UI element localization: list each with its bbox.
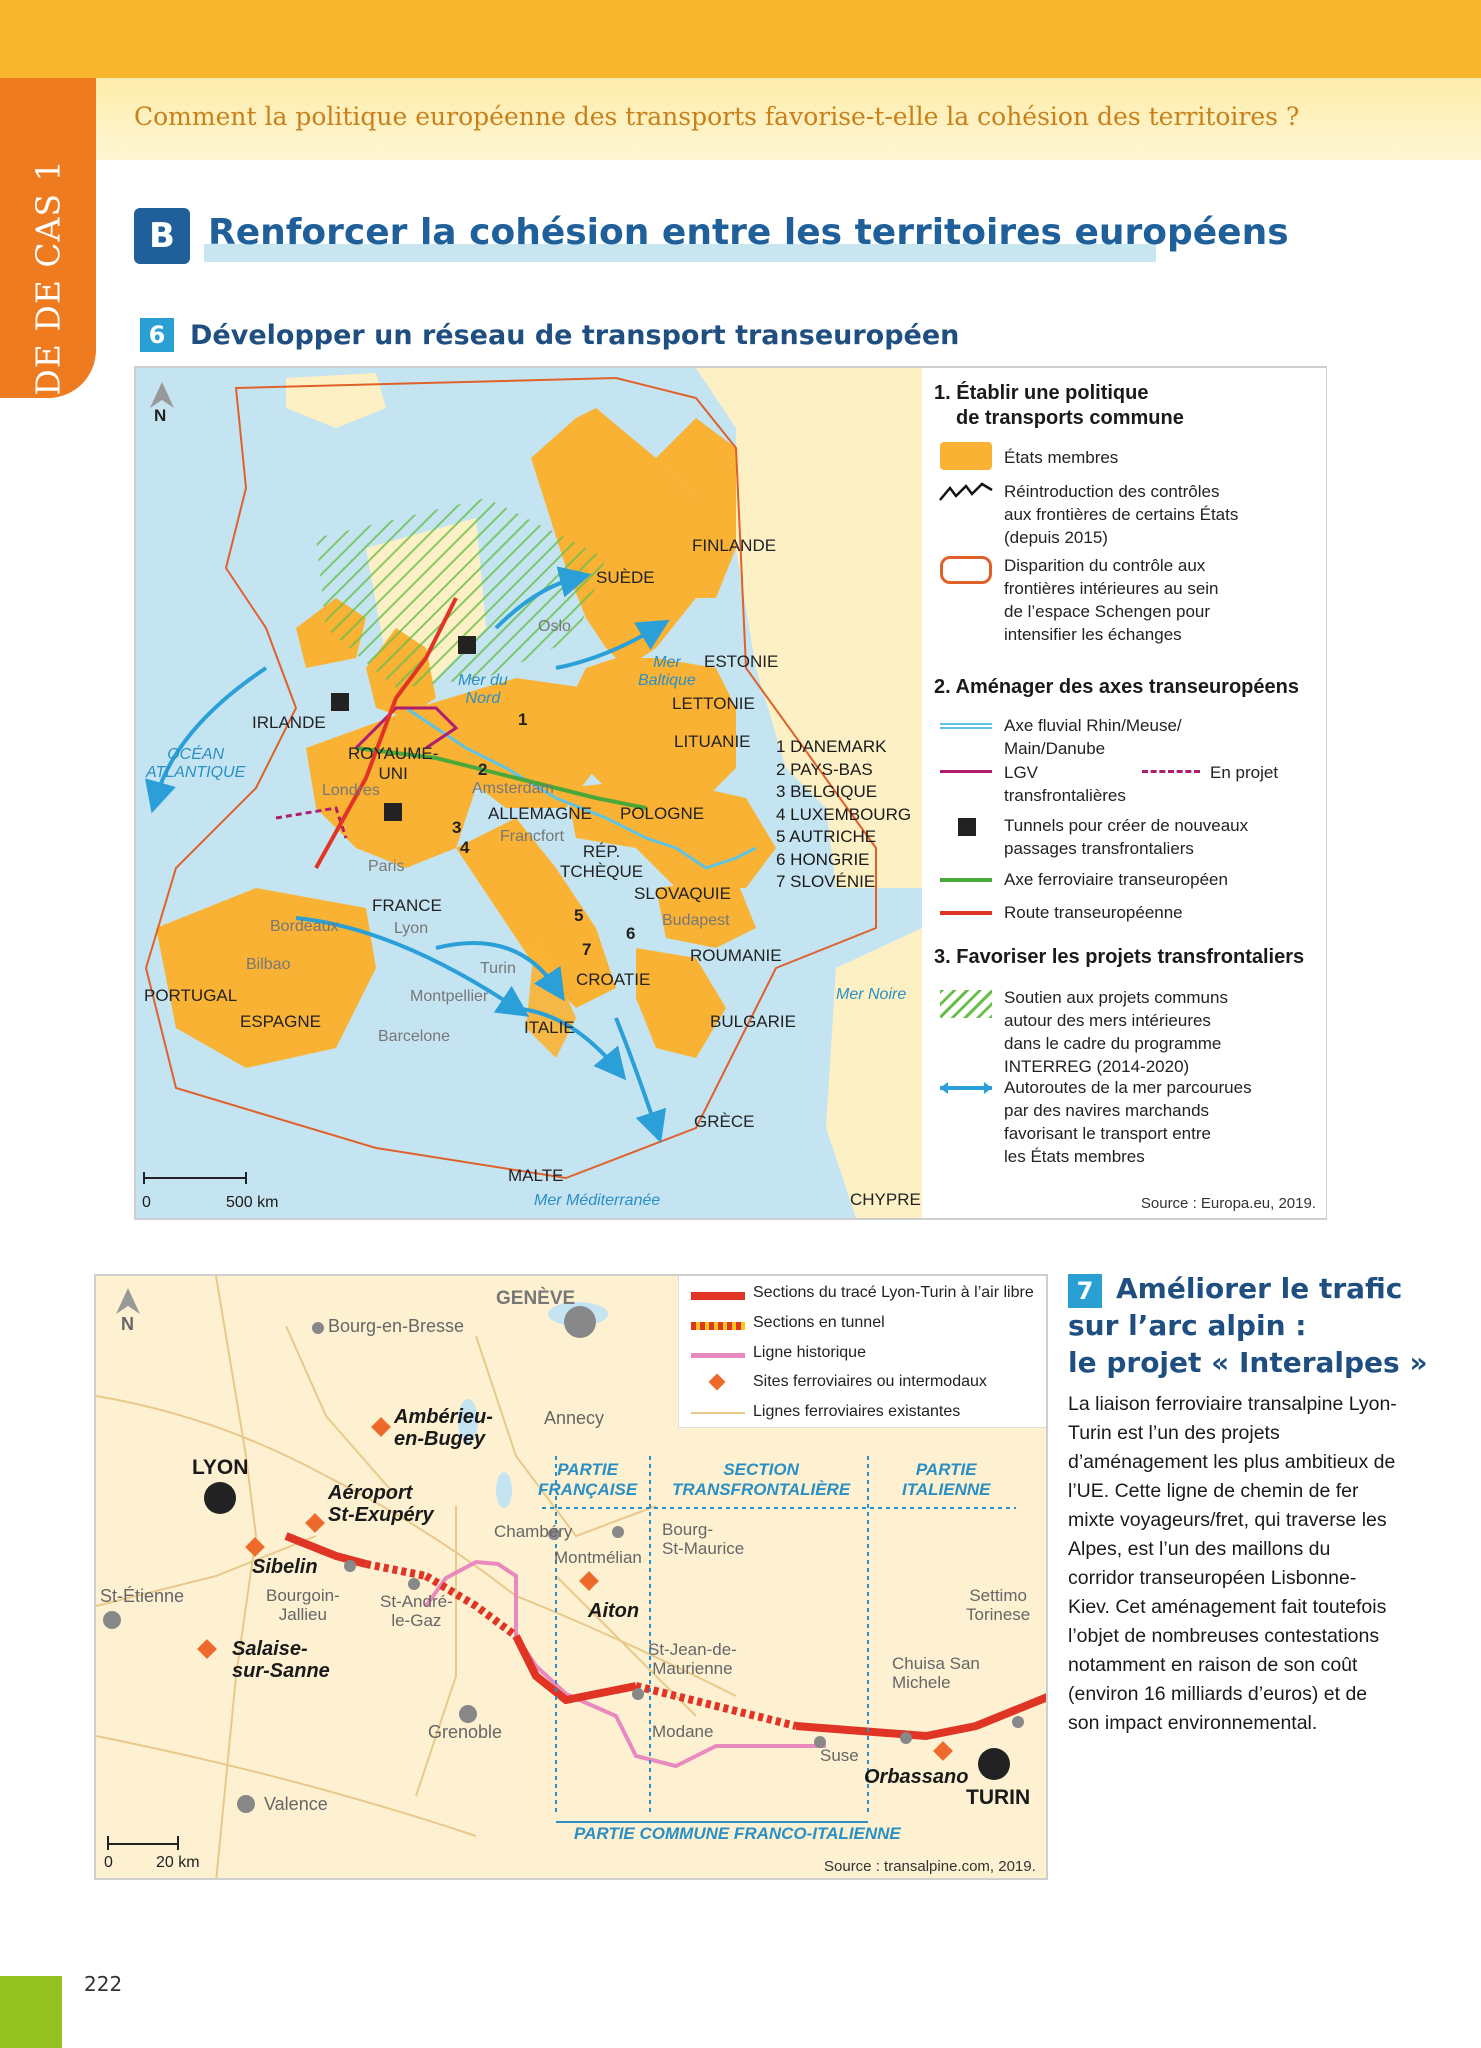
legend-item: Soutien aux projets communs autour des mers intérieures dans le cadre du programme INTERREG (2014-2020) [1004, 988, 1228, 1076]
map-number: 7 [582, 940, 592, 959]
country-label: IRLANDE [252, 713, 326, 732]
case-study-tab [0, 78, 96, 473]
country-label: SLOVAQUIE [634, 884, 731, 903]
country-label: BULGARIE [710, 1012, 796, 1031]
case-study-label: ÉTUDE DE CAS 1 [28, 159, 68, 473]
legend-item: Route transeuropéenne [1004, 903, 1183, 922]
europe-transport-map [134, 366, 1327, 1220]
site-label: Aéroport St-Exupéry [328, 1482, 434, 1526]
town-label: St-André- le-Gaz [380, 1592, 453, 1630]
country-label: FRANCE [372, 896, 442, 915]
city-label: Amsterdam [472, 780, 554, 797]
town-label: Bourgoin- Jallieu [266, 1586, 340, 1624]
footer-bar [0, 1976, 62, 2048]
legend-item: Sites ferroviaires ou intermodaux [753, 1373, 987, 1390]
schengen-swatch [940, 556, 992, 584]
city-label: TURIN [966, 1786, 1031, 1809]
road-swatch [940, 911, 992, 915]
fluvial-swatch [940, 723, 992, 729]
scale-label: 20 km [156, 1854, 200, 1871]
city-label: Barcelone [378, 1028, 451, 1045]
legend-heading: 1. Établir une politique [934, 382, 1149, 404]
scale-zero: 0 [104, 1854, 113, 1871]
scale-zero: 0 [142, 1194, 151, 1211]
tunnel-icon [958, 818, 976, 836]
city-label: Bilbao [246, 956, 291, 973]
country-label: ROUMANIE [690, 946, 782, 965]
city-label: Londres [322, 782, 380, 799]
country-label: ALLEMAGNE [488, 804, 592, 823]
map-number: 2 [478, 760, 488, 779]
town-label: St-Jean-de- Maurienne [648, 1640, 737, 1678]
doc6-number: 6 [140, 318, 174, 352]
legend-item: Lignes ferroviaires existantes [753, 1403, 961, 1420]
town-label: Chuisa San Michele [892, 1654, 980, 1692]
list-item: 7 SLOVÉNIE [776, 872, 876, 891]
legend-item: Disparition du contrôle aux frontières intérieures au sein de l’espace Schengen pour intensifier les échanges [1004, 556, 1219, 644]
site-label: Aiton [588, 1600, 640, 1622]
site-label: Salaise- sur-Sanne [232, 1638, 330, 1682]
list-item: 6 HONGRIE [776, 849, 870, 869]
sea-highway-arrow-icon [938, 1080, 994, 1096]
section-badge: B [134, 208, 190, 264]
town-label: Bourg-en-Bresse [328, 1316, 465, 1336]
city-label: LYON [192, 1456, 249, 1479]
country-label: ROYAUME- UNI [348, 744, 439, 783]
city-label: Oslo [538, 618, 571, 635]
member-swatch [940, 442, 992, 470]
country-label: SUÈDE [596, 568, 655, 587]
legend-item: En projet [1210, 763, 1279, 782]
country-label: MALTE [508, 1166, 564, 1185]
town-label: Grenoble [428, 1722, 503, 1742]
town-label: Valence [264, 1794, 328, 1814]
interreg-swatch [940, 990, 992, 1018]
site-icon [709, 1374, 726, 1391]
doc6-title: Développer un réseau de transport transeuropéen [190, 320, 960, 351]
map-source: Source : Europa.eu, 2019. [1140, 1195, 1316, 1212]
scale-label: 500 km [226, 1194, 279, 1211]
historic-line-swatch [691, 1353, 745, 1358]
header-band [0, 0, 1481, 78]
open-air-swatch [691, 1292, 745, 1300]
site-label: Ambérieu- en-Bugey [394, 1406, 493, 1450]
guiding-question: Comment la politique européenne des transports favorise-t-elle la cohésion des territoires ? [134, 102, 1300, 131]
country-label: CROATIE [576, 970, 651, 989]
city-label: Montpellier [410, 988, 489, 1005]
list-item: 5 AUTRICHE [776, 827, 877, 846]
north-label: N [154, 406, 167, 425]
legend-item: Sections du tracé Lyon-Turin à l’air libre [753, 1284, 1034, 1301]
list-item: 3 BELGIQUE [776, 782, 878, 801]
country-label: LITUANIE [674, 732, 751, 751]
list-item: 1 DANEMARK [776, 737, 887, 756]
list-item: 4 LUXEMBOURG [776, 804, 912, 824]
legend-item: Axe fluvial Rhin/Meuse/ Main/Danube [1004, 716, 1182, 758]
country-label: GRÈCE [694, 1112, 755, 1131]
sea-label: Mer Noire [836, 986, 907, 1003]
town-label: St-Étienne [100, 1586, 185, 1606]
site-label: Orbassano [864, 1766, 969, 1788]
legend-item: LGV transfrontalières [1004, 763, 1126, 805]
country-label: CHYPRE [850, 1190, 921, 1209]
town-label: Annecy [544, 1408, 605, 1428]
lgv-project-swatch [1142, 770, 1200, 773]
legend-item: États membres [1004, 448, 1119, 467]
city-label: Francfort [500, 828, 565, 845]
doc7-body: La liaison ferroviaire transalpine Lyon-Turin est l’un des projets d’aménagement les plus ambitieux de l’UE. Cette ligne de chemin de fer mixte voyageurs/fret, qui traverse les Alpes, est l’un des maillons du corridor transeuropéen Lisbonne-Kiev. Cet aménagement fait toutefois l’objet de nombreuses contestations notamment en raison de son coût (environ 16 milliards d’euros) et de son impact environnemental. [1068, 1393, 1397, 1734]
city-label: Budapest [662, 912, 730, 929]
legend-item: Tunnels pour créer de nouveaux passages transfrontaliers [1004, 816, 1249, 858]
town-label: Chambéry [494, 1522, 573, 1541]
map-number: 6 [626, 924, 636, 943]
sea-label: Mer Méditerranée [534, 1192, 661, 1209]
part-label: PARTIE COMMUNE FRANCO-ITALIENNE [574, 1824, 901, 1843]
legend-item: Autoroutes de la mer parcourues par des navires marchands favorisant le transport entre les États membres [1004, 1078, 1252, 1166]
legend-item: Ligne historique [753, 1344, 866, 1361]
part-label: PARTIE ITALIENNE [902, 1460, 991, 1499]
list-item: 2 PAYS-BAS [776, 759, 873, 779]
city-label: GENÈVE [496, 1288, 576, 1309]
country-label: POLOGNE [620, 804, 705, 823]
country-label: ITALIE [524, 1018, 575, 1037]
map-number: 4 [460, 838, 470, 857]
country-label: RÉP. TCHÈQUE [560, 842, 644, 881]
country-label: ESTONIE [704, 652, 779, 671]
sea-label: Mer du Nord [458, 672, 508, 707]
legend-item: Sections en tunnel [753, 1314, 885, 1331]
lgv-swatch [940, 770, 992, 773]
city-label: Paris [368, 858, 405, 875]
sea-label: OCÉAN ATLANTIQUE [146, 746, 246, 781]
legend-heading: 3. Favoriser les projets transfrontaliers [934, 946, 1305, 968]
section-title: Renforcer la cohésion entre les territoires européens [208, 212, 1289, 253]
legend-item: Réintroduction des contrôles aux frontières de certains États (depuis 2015) [1004, 482, 1239, 547]
rail-swatch [940, 878, 992, 882]
sea-label: Mer Baltique [638, 654, 696, 689]
country-label: LETTONIE [672, 694, 755, 713]
border-control-icon [938, 482, 994, 504]
city-label: Turin [480, 960, 516, 977]
map-legend [678, 1276, 1048, 1428]
north-label: N [121, 1314, 134, 1334]
country-label: PORTUGAL [144, 986, 238, 1005]
town-label: Suse [820, 1746, 859, 1765]
city-label: Bordeaux [270, 918, 339, 935]
town-label: Modane [652, 1722, 714, 1741]
site-label: Sibelin [252, 1556, 318, 1578]
doc7-number: 7 [1068, 1274, 1102, 1308]
tunnel-swatch [691, 1322, 745, 1330]
part-label: SECTION TRANSFRONTALIÈRE [672, 1460, 851, 1499]
doc7-title: Améliorer le trafic sur l’arc alpin : le projet « Interalpes » [1068, 1272, 1428, 1379]
country-label: FINLANDE [692, 536, 777, 555]
country-label: ESPAGNE [240, 1012, 321, 1031]
map-legend [922, 368, 1326, 1218]
town-label: Bourg- St-Maurice [662, 1520, 745, 1558]
map-number: 1 [518, 710, 528, 729]
city-label: Lyon [394, 920, 429, 937]
town-label: Montmélian [554, 1548, 642, 1567]
legend-heading: de transports commune [956, 407, 1184, 429]
existing-line-swatch [691, 1412, 745, 1414]
map-number: 5 [574, 906, 584, 925]
page-number: 222 [84, 1972, 123, 1996]
legend-item: Axe ferroviaire transeuropéen [1004, 870, 1228, 889]
lyon-turin-map [94, 1274, 1048, 1880]
town-label: Settimo Torinese [966, 1586, 1031, 1624]
map-source: Source : transalpine.com, 2019. [824, 1858, 1036, 1875]
map-number: 3 [452, 818, 462, 837]
legend-heading: 2. Aménager des axes transeuropéens [934, 676, 1299, 698]
part-label: PARTIE FRANÇAISE [538, 1460, 638, 1499]
numbered-country-list [776, 736, 911, 894]
